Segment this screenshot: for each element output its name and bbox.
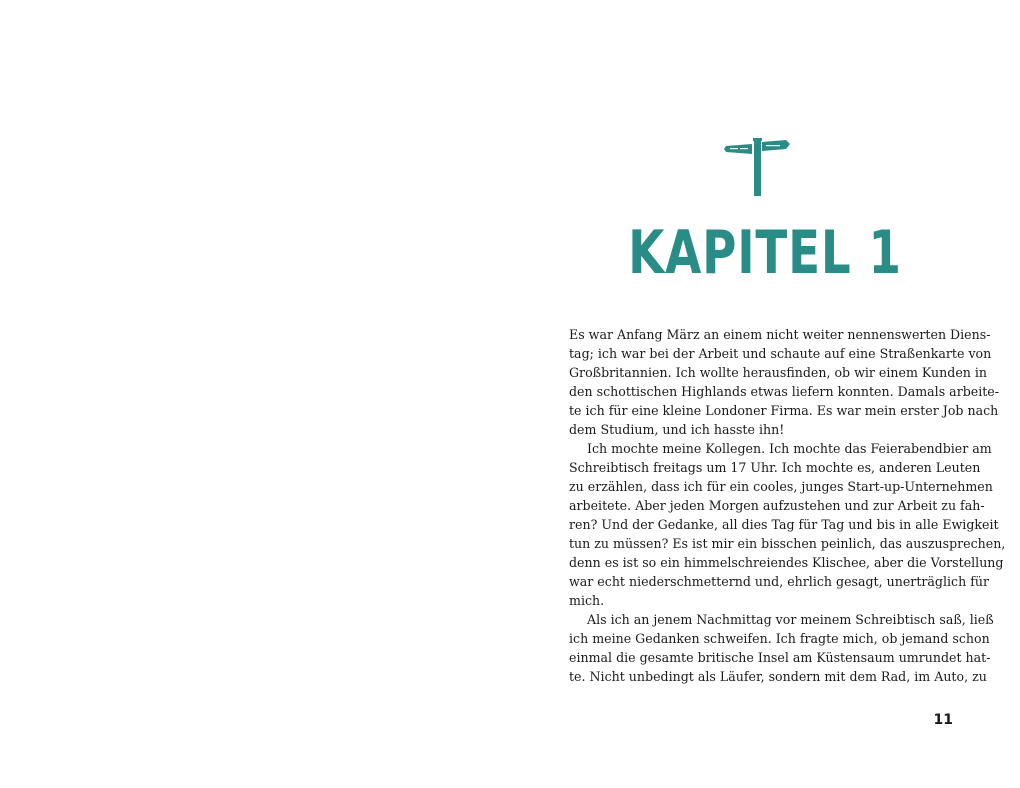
text-line: dem Studium, und ich hasste ihn! xyxy=(569,422,785,437)
text-line: tun zu müssen? Es ist mir ein bisschen peinlich, das auszusprechen, xyxy=(569,536,1006,551)
text-line: te. Nicht unbedingt als Läufer, sondern mit dem Rad, im Auto, zu xyxy=(569,669,987,684)
text-line: ren? Und der Gedanke, all dies Tag für Tag und bis in alle Ewigkeit xyxy=(569,517,999,532)
text-line: mich. xyxy=(569,593,605,608)
text-line: Ich mochte meine Kollegen. Ich mochte das Feierabendbier am xyxy=(587,441,992,456)
text-line: te ich für eine kleine Londoner Firma. Es war mein erster Job nach xyxy=(569,403,999,418)
text-line: zu erzählen, dass ich für ein cooles, junges Start-up-Unternehmen xyxy=(569,479,993,494)
right-page xyxy=(510,0,1020,788)
signpost-icon xyxy=(724,132,790,198)
text-line: Es war Anfang März an einem nicht weiter nennenswerten Diens- xyxy=(569,327,991,342)
text-line: war echt niederschmetternd und, ehrlich gesagt, unerträglich für xyxy=(569,574,989,589)
text-line: ich meine Gedanken schweifen. Ich fragte mich, ob jemand schon xyxy=(569,631,990,646)
body-text xyxy=(569,325,1006,686)
text-line: Als ich an jenem Nachmittag vor meinem Schreibtisch saß, ließ xyxy=(587,612,994,627)
text-line: den schottischen Highlands etwas liefern konnten. Damals arbeite- xyxy=(569,384,1000,399)
text-line: Großbritannien. Ich wollte herausfinden, ob wir einem Kunden in xyxy=(569,365,988,380)
text-line: Schreibtisch freitags um 17 Uhr. Ich mochte es, anderen Leuten xyxy=(569,460,981,475)
chapter-title: KAPITEL 1 xyxy=(628,218,902,288)
page-number: 11 xyxy=(933,712,953,728)
text-line: tag; ich war bei der Arbeit und schaute auf eine Straßenkarte von xyxy=(569,346,992,361)
text-line: einmal die gesamte britische Insel am Küstensaum umrundet hat- xyxy=(569,650,991,665)
text-line: arbeitete. Aber jeden Morgen aufzustehen und zur Arbeit zu fah- xyxy=(569,498,985,513)
text-line: denn es ist so ein himmelschreiendes Klischee, aber die Vorstellung xyxy=(569,555,1004,570)
